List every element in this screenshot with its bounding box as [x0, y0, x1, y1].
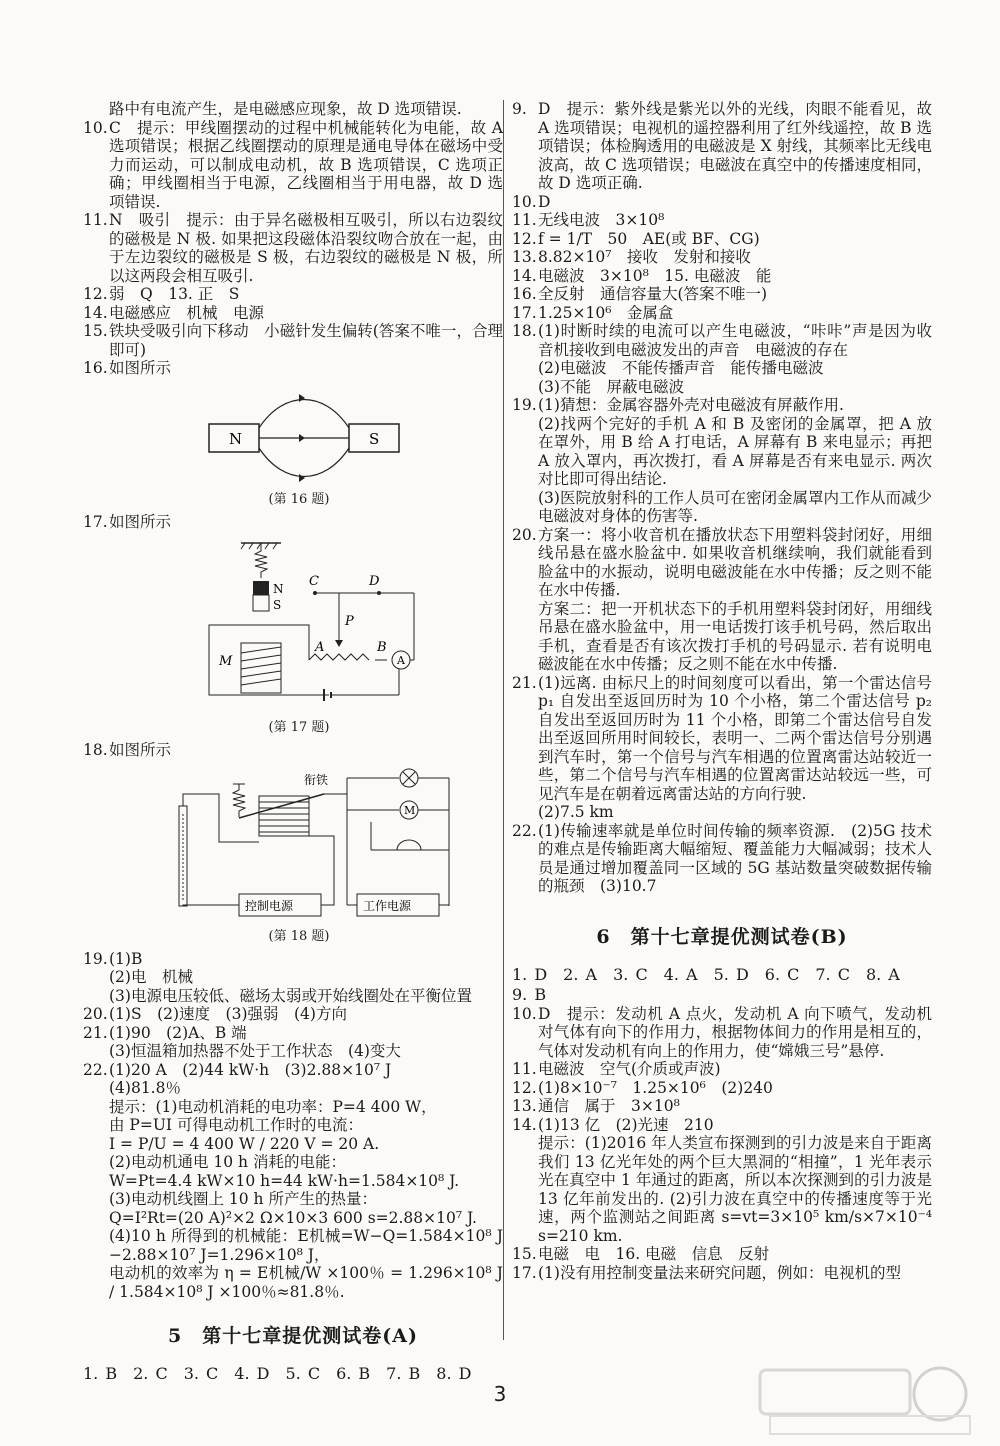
fig17-b: B	[377, 640, 387, 655]
answer-item	[512, 230, 932, 249]
answer-item	[512, 526, 932, 600]
answer-item	[512, 1245, 932, 1264]
answer-number: 20.	[512, 525, 537, 544]
answer-text: W=Pt=4.4 kW×10 h=44 kW·h=1.584×10⁸ J.	[109, 1171, 460, 1190]
answer-item	[512, 674, 932, 804]
answer-text: 电磁波 空气(介质或声波)	[538, 1060, 721, 1078]
answer-number	[83, 1116, 109, 1135]
answer-item	[83, 1005, 503, 1024]
answer-item	[512, 378, 932, 397]
answer-text: 电磁感应 机械 电源	[109, 303, 265, 322]
answer-item	[512, 193, 932, 212]
answer-number	[512, 489, 538, 526]
page-number: 3	[493, 1382, 507, 1406]
fig17-c: C	[309, 574, 319, 589]
answer-number: 21.	[83, 1023, 108, 1042]
answer-item	[512, 211, 932, 230]
magnet-field-diagram	[109, 382, 489, 482]
answer-text: D	[538, 192, 551, 211]
answer-text: (2)7.5 km	[538, 803, 614, 821]
answer-text: (1)90 (2)A、B 端	[109, 1023, 247, 1042]
column-divider	[503, 100, 504, 1340]
answer-text: (4)81.8％	[109, 1079, 181, 1097]
answer-item	[512, 1097, 932, 1116]
fig18-work-source: 工作电源	[363, 898, 412, 913]
answer-text: 电磁 电 16. 电磁 信息 反射	[538, 1245, 770, 1263]
right-column	[512, 100, 932, 1282]
answer-number: 14.	[512, 266, 537, 285]
answer-item	[83, 968, 503, 987]
answer-number	[512, 803, 538, 822]
answer-number	[83, 1264, 109, 1301]
answer-number	[83, 968, 109, 987]
answer-number	[512, 1134, 538, 1245]
answer-text: (1)时断时续的电流可以产生电磁波，“咔咔”声是因为收音机接收到电磁波发出的声音 电磁波的存在	[538, 322, 932, 359]
answer-number	[83, 987, 109, 1006]
answer-text: (2)电动机通电 10 h 消耗的电能：	[109, 1153, 346, 1171]
answer-item	[512, 1116, 932, 1135]
left-answers-bottom	[83, 950, 503, 1302]
answer-item	[512, 1134, 932, 1245]
watermark-logo	[740, 1360, 990, 1440]
answer-item	[83, 1135, 503, 1154]
answer-number	[83, 1098, 109, 1117]
answer-item	[512, 322, 932, 359]
answer-text: (2)找两个完好的手机 A 和 B 及密闭的金属罩，把 A 放在罩外，用 B 给 A 打电话，A 屏幕有 B 来电显示；再把 A 放入罩内，再次拨打，看 A 屏幕是否有来电显示. 两次对比即可得出结论.	[538, 414, 932, 488]
answer-number: 11.	[512, 1060, 537, 1078]
answer-item	[83, 1116, 503, 1135]
relay-circuit-diagram	[109, 764, 489, 919]
answer-item	[83, 950, 503, 969]
answer-item	[83, 1024, 503, 1043]
fig17-a: A	[315, 640, 325, 655]
answer-text: 如图所示	[109, 359, 172, 377]
electromagnet-circuit-diagram	[109, 535, 489, 710]
answer-item	[512, 304, 932, 323]
answer-item	[512, 1060, 932, 1079]
answer-text: (1)没有用控制变量法来研究问题，例如：电视机的型	[538, 1263, 901, 1282]
answer-number: 19.	[83, 949, 108, 968]
answer-number	[512, 600, 538, 674]
answer-text: (1)20 A (2)44 kW·h (3)2.88×10⁷ J	[109, 1060, 392, 1079]
answer-text: (2)电 机械	[109, 968, 193, 986]
section-6-answers: 1. D 2. A 3. C 4. A 5. D 6. C 7. C 8. A	[512, 964, 900, 984]
section-5-title: 5 第十七章提优测试卷(A)	[168, 1325, 418, 1347]
right-answers-bottom	[512, 1005, 932, 1283]
answer-number: 16.	[512, 285, 537, 303]
answer-text: 1.25×10⁶ 金属盒	[538, 303, 674, 322]
answer-item	[512, 100, 932, 193]
answer-number	[83, 1172, 109, 1191]
q18-item	[83, 741, 503, 760]
answer-item	[83, 359, 503, 378]
answer-number: 13.	[512, 1097, 537, 1115]
fig17-meter: A	[397, 654, 405, 667]
answer-number: 22.	[512, 821, 537, 840]
answer-item	[512, 1079, 932, 1098]
left-column	[83, 100, 503, 1384]
answer-item	[512, 415, 932, 489]
answer-item	[83, 1227, 503, 1264]
answer-text: (3)医院放射科的工作人员可在密闭金属罩内工作从而减少电磁波对身体的伤害等.	[538, 488, 932, 525]
answer-text: 全反射 通信容量大(答案不唯一)	[538, 285, 768, 303]
answer-number: 15.	[512, 1245, 537, 1263]
answer-item	[512, 822, 932, 896]
answer-text: 弱 Q 13. 正 S	[109, 285, 240, 303]
answer-number	[83, 1042, 109, 1061]
fig16-caption: (第 16 题)	[268, 491, 330, 507]
answer-text: 提示：(1)2016 年人类宣布探测到的引力波是来自于距离我们 13 亿光年处的两个巨大黑洞的“相撞”，1 光年表示光在真空中 1 年通过的距离，所以本次探测到的引力波是 13 亿年前发出的. (2)引力波在真空中的传播速度等于光速，两个监测站之间距离 s=vt=3×10⁵ km/s×7×10⁻⁴ s=210 km.	[538, 1134, 932, 1245]
answer-item	[83, 1079, 503, 1098]
answer-number: 17.	[512, 1263, 537, 1282]
answer-item	[512, 600, 932, 674]
answer-item	[83, 1042, 503, 1061]
answer-text: 无线电波 3×10⁸	[538, 211, 665, 229]
answer-text: (1)B	[109, 949, 143, 968]
left-answers-top	[83, 100, 503, 378]
answer-text: f = 1/T 50 AE(或 BF、CG)	[538, 229, 760, 248]
answer-number	[83, 100, 109, 119]
answer-number	[83, 1079, 109, 1098]
answer-number: 15.	[83, 322, 108, 340]
answer-item	[83, 1264, 503, 1301]
fig16-s-label: S	[369, 429, 380, 448]
answer-text: (3)电动机线圈上 10 h 所产生的热量：	[109, 1190, 377, 1208]
fig17-m: M	[219, 654, 233, 669]
answer-text: C 提示：甲线圈摆动的过程中机械能转化为电能，故 A 选项错误；根据乙线圈摆动的原理是通电导体在磁场中受力而运动，可以制成电动机，故 B 选项错误，C 选项正确；甲线圈相当于电源，乙线圈相当于用电器，故 D 选项错误.	[109, 118, 503, 211]
fig18-caption: (第 18 题)	[268, 928, 330, 944]
figure-16	[109, 382, 503, 507]
answer-number: 10.	[512, 1004, 537, 1023]
answer-item	[83, 1190, 503, 1209]
answer-number: 12.	[512, 1078, 537, 1097]
answer-item	[512, 396, 932, 415]
fig17-p: P	[345, 614, 354, 629]
fig17-n: N	[273, 582, 284, 596]
answer-text: D 提示：紫外线是紫光以外的光线，肉眼不能看见，故 A 选项错误；电视机的遥控器利用了红外线遥控，故 B 选项错误；体检胸透用的电磁波是 X 射线，其频率比无线电波高，故 C 选项错误；电磁波在真空中的传播速度相同，故 D 选项正确.	[538, 100, 932, 192]
answer-number	[83, 1209, 109, 1228]
answer-text: (1)猜想：金属容器外壳对电磁波有屏蔽作用.	[538, 396, 844, 414]
answer-number	[83, 1135, 109, 1154]
answer-text: (1)远离. 由标尺上的时间刻度可以看出，第一个雷达信号 p₁ 自发出至返回历时为 10 个小格，第二个雷达信号 p₂ 自发出至返回历时为 11 个小格，即第二个雷达信号自发出至返回所用时间较长，表明一、二两个雷达信号分别遇到汽车时，第一个信号与汽车相遇的位置离雷达站较近一些，第二个信号与汽车相遇的位置离雷达站较远一些，可见汽车是在朝着远离雷达站的方向行驶.	[538, 673, 932, 803]
answer-item	[512, 248, 932, 267]
answer-number: 20.	[83, 1005, 108, 1023]
right-answers-top	[512, 100, 932, 896]
answer-number: 18.	[512, 322, 537, 340]
answer-number: 19.	[512, 396, 537, 414]
answer-text: (3)恒温箱加热器不处于工作状态 (4)变大	[109, 1042, 401, 1060]
answer-text: (3)不能 屏蔽电磁波	[538, 377, 684, 396]
section-5-answers: 1. B 2. C 3. C 4. D 5. C 6. B 7. B 8. D	[83, 1364, 472, 1383]
answer-number: 22.	[83, 1060, 108, 1079]
q18-number: 18.	[83, 741, 108, 759]
answer-number: 11.	[512, 211, 537, 229]
figure-18	[109, 764, 503, 944]
fig16-n-label: N	[229, 429, 243, 448]
answer-number: 9.	[512, 100, 527, 118]
answer-item	[512, 285, 932, 304]
answer-item	[512, 1005, 932, 1061]
fig18-armature: 衔铁	[304, 772, 329, 787]
answer-number	[512, 359, 538, 378]
answer-text: (1)8×10⁻⁷ 1.25×10⁶ (2)240	[538, 1078, 773, 1097]
answer-number: 11.	[83, 211, 108, 229]
answer-text: 提示：(1)电动机消耗的电功率：P=4 400 W，	[109, 1097, 437, 1116]
answer-text: 通信 属于 3×10⁸	[538, 1097, 680, 1115]
fig17-s: S	[273, 598, 282, 612]
answer-number	[512, 415, 538, 489]
fig17-d: D	[369, 574, 380, 589]
answer-text: 铁块受吸引向下移动 小磁针发生偏转(答案不唯一，合理即可)	[109, 322, 503, 359]
answer-text: (4)10 h 所得到的机械能：E机械=W−Q=1.584×10⁸ J −2.88×10⁷ J=1.296×10⁸ J，	[109, 1227, 503, 1264]
answer-number: 13.	[512, 248, 537, 266]
answer-item	[83, 1172, 503, 1191]
answer-text: (1)S (2)速度 (3)强弱 (4)方向	[109, 1005, 347, 1023]
answer-number: 12.	[512, 229, 537, 248]
fig18-motor: M	[404, 803, 416, 817]
answer-item	[83, 285, 503, 304]
q17-text: 如图所示	[109, 512, 172, 531]
answer-text: (2)电磁波 不能传播声音 能传播电磁波	[538, 359, 824, 377]
answer-text: 方案一：将小收音机在播放状态下用塑料袋封闭好，用细线吊悬在盛水脸盆中. 如果收音机继续响，我们就能看到脸盆中的水振动，说明电磁波能在水中传播；反之则不能在水中传播.	[538, 525, 932, 599]
answer-item	[83, 322, 503, 359]
answer-number	[512, 378, 538, 397]
answer-item	[512, 359, 932, 378]
answer-text: 方案二：把一开机状态下的手机用塑料袋封闭好，用细线吊悬在盛水脸盆中，用一电话拨打该手机号码，然后取出手机，查看是否有该次拨打手机的号码显示. 若有说明电磁波能在水中传播；反之则不能在水中传播.	[538, 599, 932, 673]
answer-text: (3)电源电压较低、磁场太弱或开始线圈处在平衡位置	[109, 986, 472, 1005]
answer-text: 路中有电流产生，是电磁感应现象，故 D 选项错误.	[109, 100, 462, 118]
answer-item	[512, 803, 932, 822]
answer-number	[83, 1153, 109, 1172]
answer-text: I = P/U = 4 400 W / 220 V = 20 A.	[109, 1134, 380, 1153]
answer-number: 16.	[83, 359, 108, 377]
answer-text: 电磁波 3×10⁸ 15. 电磁波 能	[538, 266, 772, 285]
answer-item	[83, 100, 503, 119]
answer-item	[83, 119, 503, 212]
answer-text: D 提示：发动机 A 点火，发动机 A 向下喷气，发动机对气体有向下的作用力，根据物体间力的作用是相互的，气体对发动机有向上的作用力，使“嫦娥三号”悬停.	[538, 1004, 932, 1060]
answer-text: 8.82×10⁷ 接收 发射和接收	[538, 248, 751, 266]
answer-item	[512, 489, 932, 526]
answer-item	[83, 1098, 503, 1117]
answer-number: 17.	[512, 303, 537, 322]
answer-number	[83, 1227, 109, 1264]
answer-item	[512, 1264, 932, 1283]
answer-item	[83, 1061, 503, 1080]
answer-text: N 吸引 提示：由于异名磁极相互吸引，所以右边裂纹的磁极是 N 极. 如果把这段磁体沿裂纹吻合放在一起，由于左边裂纹的磁极是 S 极，右边裂纹的磁极是 N 极，所以这两段会相互吸引.	[109, 211, 503, 285]
q18-text: 如图所示	[109, 741, 172, 759]
fig17-caption: (第 17 题)	[268, 720, 330, 735]
q17-item	[83, 513, 503, 532]
answer-number	[83, 1190, 109, 1209]
answer-item	[83, 304, 503, 323]
answer-text: Q=I²Rt=(20 A)²×2 Ω×10×3 600 s=2.88×10⁷ J.	[109, 1208, 477, 1227]
fig18-control-source: 控制电源	[245, 898, 294, 913]
section-6-title: 6 第十七章提优测试卷(B)	[596, 925, 848, 948]
answer-item	[83, 987, 503, 1006]
answer-item	[83, 1153, 503, 1172]
answer-item	[512, 267, 932, 286]
answer-text: (1)传输速率就是单位时间传输的频率资源. (2)5G 技术的难点是传输距离大幅缩短、覆盖能力大幅减弱；技术人员是通过增加覆盖同一区域的 5G 基站数量突破数据传输的瓶颈 (3)10.7	[538, 821, 932, 895]
figure-17	[109, 535, 503, 735]
answer-number: 14.	[512, 1115, 537, 1134]
answer-item	[83, 1209, 503, 1228]
answer-number: 10.	[83, 118, 108, 137]
q17-number: 17.	[83, 512, 108, 531]
answer-item	[83, 211, 503, 285]
answer-text: 由 P=UI 可得电动机工作时的电流：	[109, 1116, 363, 1134]
answer-number: 10.	[512, 192, 537, 211]
answer-number: 21.	[512, 673, 537, 692]
section-6-answers-2: 9. B	[512, 984, 547, 1004]
answer-number: 14.	[83, 303, 108, 322]
answer-number: 12.	[83, 285, 108, 303]
answer-text: (1)13 亿 (2)光速 210	[538, 1115, 714, 1134]
answer-text: 电动机的效率为 η = E机械/W ×100％ = 1.296×10⁸ J / 1.584×10⁸ J ×100％≈81.8％.	[109, 1264, 503, 1301]
